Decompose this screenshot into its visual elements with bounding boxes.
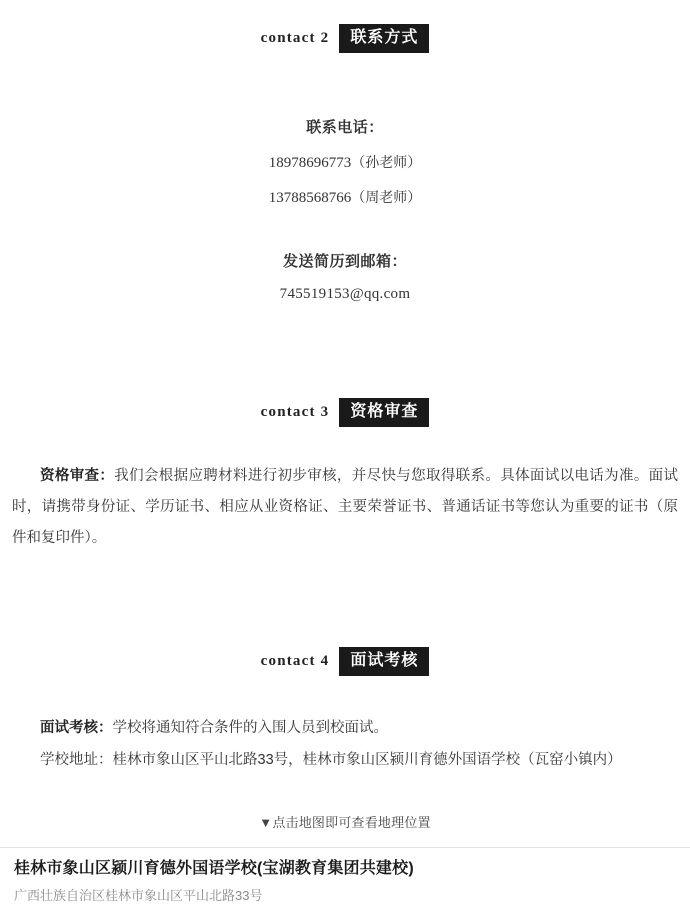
map-click-hint: ▼点击地图即可查看地理位置 [259,815,431,830]
phone-line-2 [0,187,690,207]
phone-title: 联系电话： [306,119,384,136]
mail-title: 发送简历到邮箱： [282,253,407,270]
review-paragraph [12,461,678,554]
phone-owner-2: （周老师） [351,189,422,205]
school-address-value: 桂林市象山区平山北路33号，桂林市象山区颍川育德外国语学校（瓦窑小镇内） [112,752,622,768]
contact-block [0,116,690,303]
interview-lead: 面试考核： [40,720,113,736]
map-location-title: 桂林市象山区颍川育德外国语学校(宝湖教育集团共建校) [14,860,414,877]
school-address-label: 学校地址： [40,752,113,768]
phone-owner-1: （孙老师） [351,154,422,170]
school-address-line [12,744,678,776]
interview-paragraph [12,712,678,744]
map-location-card[interactable] [0,847,690,908]
interview-text: 学校将通知符合条件的入围人员到校面试。 [112,720,388,736]
section-latin-label: contact 2 [260,30,330,46]
section-heading-contact-3 [0,303,690,427]
section-heading-contact-2 [0,0,690,53]
section-latin-label: contact 3 [260,404,330,420]
phone-number-2: 13788568766 [268,190,352,206]
section-tag-label: 资格审查 [339,398,429,427]
mail-address: 745519153@qq.com [279,286,411,302]
review-text: 我们会根据应聘材料进行初步审核，并尽快与您取得联系。具体面试以电话为准。面试时，请携带身份证、学历证书、相应从业资格证、主要荣誉证书、普通话证书等您认为重要的证书（原件和复印件）。 [12,468,679,546]
section-tag-label: 联系方式 [339,24,429,53]
phone-number-1: 18978696773 [268,155,352,171]
section-tag-label: 面试考核 [339,647,429,676]
section-latin-label: contact 4 [260,653,330,669]
map-location-subtitle: 广西壮族自治区桂林市象山区平山北路33号 [14,888,263,903]
review-lead: 资格审查： [40,468,115,484]
section-heading-contact-4 [0,554,690,676]
phone-line-1 [0,152,690,172]
